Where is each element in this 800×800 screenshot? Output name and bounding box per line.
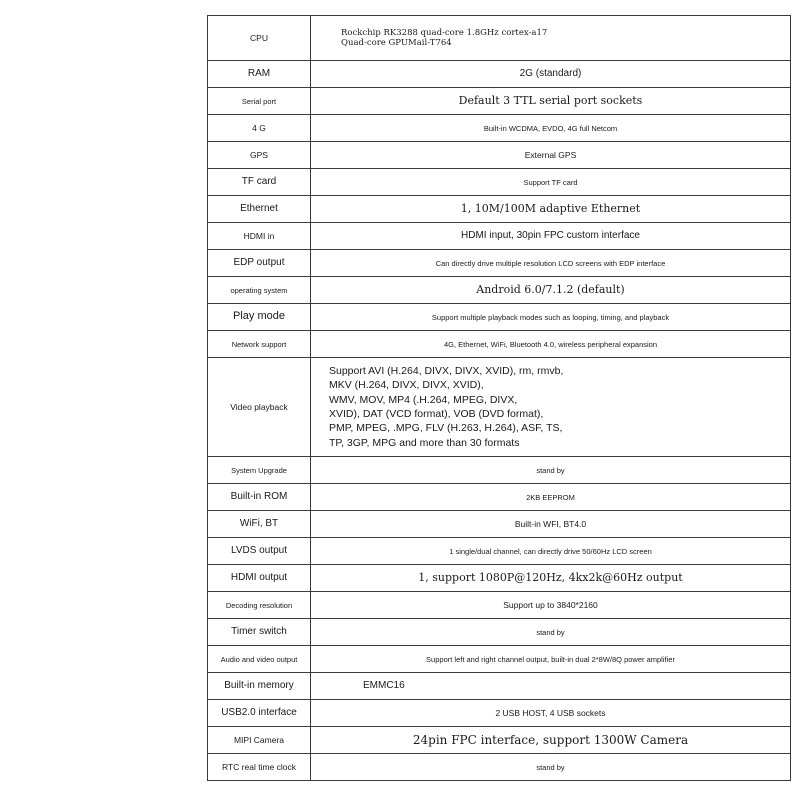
row-label: Decoding resolution [208, 592, 311, 619]
row-value: Can directly drive multiple resolution LCD screens with EDP interface [311, 250, 791, 277]
table-row [208, 169, 791, 196]
row-label: Built-in ROM [208, 484, 311, 511]
row-label: 4 G [208, 115, 311, 142]
row-label: Serial port [208, 88, 311, 115]
row-value: Support left and right channel output, built-in dual 2*8W/8Q power amplifier [311, 646, 791, 673]
row-value: 1, 10M/100M adaptive Ethernet [311, 196, 791, 223]
table-row [208, 88, 791, 115]
row-label: RTC real time clock [208, 754, 311, 781]
row-label: RAM [208, 61, 311, 88]
row-value: Android 6.0/7.1.2 (default) [311, 277, 791, 304]
row-label: HDMI output [208, 565, 311, 592]
table-row [208, 646, 791, 673]
row-label: Built-in memory [208, 673, 311, 700]
row-value: External GPS [311, 142, 791, 169]
row-value: 2 USB HOST, 4 USB sockets [311, 700, 791, 727]
row-value [311, 358, 791, 457]
row-value: stand by [311, 457, 791, 484]
row-value: stand by [311, 754, 791, 781]
row-value [311, 16, 791, 61]
row-value: 2KB EEPROM [311, 484, 791, 511]
table-row [208, 673, 791, 700]
row-value: 1, support 1080P@120Hz, 4kx2k@60Hz output [311, 565, 791, 592]
table-row [208, 619, 791, 646]
row-value: 24pin FPC interface, support 1300W Camera [311, 727, 791, 754]
table-row [208, 115, 791, 142]
table-row [208, 304, 791, 331]
table-row [208, 511, 791, 538]
row-value: Support TF card [311, 169, 791, 196]
row-value: 4G, Ethernet, WiFi, Bluetooth 4.0, wireless peripheral expansion [311, 331, 791, 358]
table-row [208, 565, 791, 592]
row-label: Ethernet [208, 196, 311, 223]
table-row [208, 196, 791, 223]
row-value: 1 single/dual channel, can directly drive 50/60Hz LCD screen [311, 538, 791, 565]
table-row [208, 277, 791, 304]
row-label: USB2.0 interface [208, 700, 311, 727]
row-label: Play mode [208, 304, 311, 331]
row-label: HDMI in [208, 223, 311, 250]
row-value: HDMI input, 30pin FPC custom interface [311, 223, 791, 250]
row-label: WiFi, BT [208, 511, 311, 538]
value-line: Rockchip RK3288 quad-core 1.8GHz cortex-a17 [341, 27, 548, 38]
row-label: EDP output [208, 250, 311, 277]
value-line: TP, 3GP, MPG and more than 30 formats [329, 436, 520, 449]
table-row [208, 61, 791, 88]
table-row [208, 700, 791, 727]
row-value: EMMC16 [311, 673, 791, 700]
row-label: CPU [208, 16, 311, 61]
table-row [208, 358, 791, 457]
row-label: Network support [208, 331, 311, 358]
row-label: operating system [208, 277, 311, 304]
value-line: MKV (H.264, DIVX, DIVX, XVID), [329, 379, 484, 392]
value-line: WMV, MOV, MP4 (.H.264, MPEG, DIVX, [329, 393, 518, 406]
row-label: Timer switch [208, 619, 311, 646]
table-row [208, 142, 791, 169]
row-label: Video playback [208, 358, 311, 457]
row-label: MIPI Camera [208, 727, 311, 754]
spec-table [207, 15, 791, 781]
value-line: Support AVI (H.264, DIVX, DIVX, XVID), rm, rmvb, [329, 364, 564, 377]
row-value: Support multiple playback modes such as looping, timing, and playback [311, 304, 791, 331]
row-value: Built-in WCDMA, EVDO, 4G full Netcom [311, 115, 791, 142]
row-value: Default 3 TTL serial port sockets [311, 88, 791, 115]
row-label: System Upgrade [208, 457, 311, 484]
table-row [208, 331, 791, 358]
row-label: Audio and video output [208, 646, 311, 673]
table-row [208, 250, 791, 277]
value-line: XVID), DAT (VCD format), VOB (DVD format), [329, 408, 544, 420]
value-line: PMP, MPEG, .MPG, FLV (H.263, H.264), ASF, TS, [329, 422, 563, 435]
table-row [208, 592, 791, 619]
table-row [208, 484, 791, 511]
row-value: Support up to 3840*2160 [311, 592, 791, 619]
row-value: stand by [311, 619, 791, 646]
row-value: Built-in WFI, BT4.0 [311, 511, 791, 538]
row-label: TF card [208, 169, 311, 196]
table-row [208, 538, 791, 565]
table-row [208, 754, 791, 781]
row-value: 2G (standard) [311, 61, 791, 88]
table-row [208, 223, 791, 250]
table-row [208, 457, 791, 484]
table-row [208, 727, 791, 754]
table-row [208, 16, 791, 61]
value-line: Quad-core GPUMail-T764 [341, 38, 452, 48]
row-label: LVDS output [208, 538, 311, 565]
row-label: GPS [208, 142, 311, 169]
